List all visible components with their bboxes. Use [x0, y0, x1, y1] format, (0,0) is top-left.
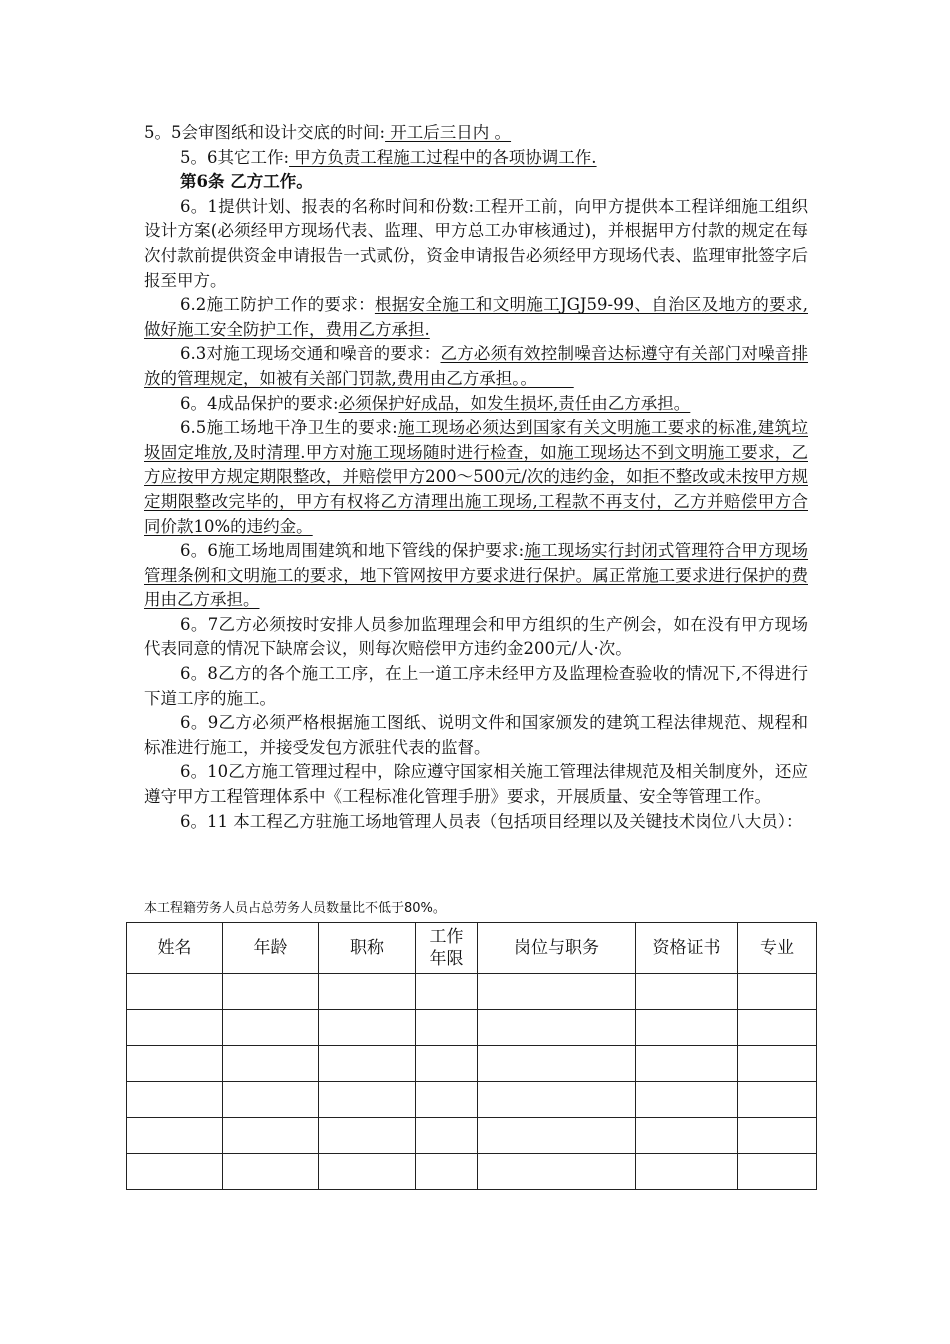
- cell-certificate: [636, 974, 738, 1010]
- labor-ratio-note: 本工程籍劳务人员占总劳务人员数量比不低于80%。: [144, 901, 446, 916]
- cell-age: [223, 1082, 319, 1118]
- cell-name: [127, 1046, 223, 1082]
- clause-6-4-value: 必须保护好成品，如发生损坏,责任由乙方承担。: [338, 393, 691, 413]
- cell-work-years: [416, 1010, 478, 1046]
- cell-certificate: [636, 1046, 738, 1082]
- cell-name: [127, 974, 223, 1010]
- management-staff-table: [126, 922, 817, 1190]
- table-row: [127, 974, 817, 1010]
- clause-5-6-value: 甲方负责工程施工过程中的各项协调工作.: [289, 147, 597, 167]
- cell-name: [127, 1082, 223, 1118]
- contract-body: [144, 121, 808, 834]
- cell-work-years: [416, 1154, 478, 1190]
- clause-6-5: [144, 416, 808, 539]
- clause-6-2: [144, 293, 808, 342]
- cell-work-years: [416, 1046, 478, 1082]
- table-header-row: [127, 923, 817, 974]
- clause-6-2-label: 6.2施工防护工作的要求：: [180, 295, 375, 315]
- cell-title: [319, 1046, 416, 1082]
- clause-6-4: [144, 392, 808, 417]
- cell-work-years: [416, 1118, 478, 1154]
- header-work-years-line1: 工作: [429, 927, 464, 947]
- clause-6-3-label: 6.3对施工现场交通和噪音的要求：: [180, 344, 441, 364]
- header-position: 岗位与职务: [478, 923, 636, 974]
- cell-major: [738, 1046, 817, 1082]
- cell-age: [223, 1046, 319, 1082]
- clause-6-4-label: 6。4成品保护的要求:: [180, 393, 339, 413]
- cell-certificate: [636, 1154, 738, 1190]
- clause-6-1: 6。1提供计划、报表的名称时间和份数:工程开工前，向甲方提供本工程详细施工组织设计方案(必须经甲方现场代表、监理、甲方总工办审核通过)，并根据甲方付款的规定在每次付款前提供资金申请报告一式贰份，资金申请报告必须经甲方现场代表、监理审批签字后报至甲方。: [144, 196, 808, 290]
- cell-major: [738, 1010, 817, 1046]
- cell-title: [319, 974, 416, 1010]
- table-row: [127, 1046, 817, 1082]
- cell-age: [223, 1154, 319, 1190]
- cell-name: [127, 1118, 223, 1154]
- cell-major: [738, 1154, 817, 1190]
- clause-6-3: [144, 342, 808, 391]
- cell-title: [319, 1010, 416, 1046]
- cell-major: [738, 974, 817, 1010]
- cell-age: [223, 1118, 319, 1154]
- cell-position: [478, 1118, 636, 1154]
- header-major: 专业: [738, 923, 817, 974]
- cell-position: [478, 1082, 636, 1118]
- clause-6-8: 6。8乙方的各个施工工序，在上一道工序未经甲方及监理检查验收的情况下,不得进行下道工序的施工。: [144, 664, 808, 708]
- cell-age: [223, 1010, 319, 1046]
- cell-certificate: [636, 1010, 738, 1046]
- cell-name: [127, 1010, 223, 1046]
- clause-5-6: [144, 146, 808, 171]
- clause-6-7: 6。7乙方必须按时安排人员参加监理理会和甲方组织的生产例会，如在没有甲方现场代表同意的情况下缺席会议，则每次赔偿甲方违约金200元/人·次。: [144, 614, 808, 659]
- clause-6-5-value: 施工现场必须达到国家有关文明施工要求的标准,建筑垃圾固定堆放,及时清理.甲方对施工现场随时进行检查，如施工现场达不到文明施工要求，乙方应按甲方规定期限整改，并赔偿甲方200～500元/次的违约金，如拒不整改或未按甲方规定期限整改完毕的，甲方有权将乙方清理出施工现场,工程款不再支付，乙方并赔偿甲方合同价款10%的违约金。: [144, 418, 808, 536]
- header-title: 职称: [319, 923, 416, 974]
- table-row: [127, 1118, 817, 1154]
- clause-6-9: 6。9乙方必须严格根据施工图纸、说明文件和国家颁发的建筑工程法律规范、规程和标准进行施工，并接受发包方派驻代表的监督。: [144, 713, 808, 757]
- cell-work-years: [416, 974, 478, 1010]
- clause-6-6-label: 6。6施工场地周围建筑和地下管线的保护要求:: [180, 541, 525, 561]
- table-row: [127, 1154, 817, 1190]
- clause-6-6-value: 施工现场实行封闭式管理符合甲方现场管理条例和文明施工的要求，地下管网按甲方要求进行保护。属正常施工要求进行保护的费用由乙方承担。: [144, 541, 808, 610]
- cell-certificate: [636, 1082, 738, 1118]
- cell-position: [478, 1010, 636, 1046]
- table-row: [127, 1082, 817, 1118]
- cell-title: [319, 1118, 416, 1154]
- header-work-years: [416, 923, 478, 974]
- clause-6-5-label: 6.5施工场地干净卫生的要求:: [180, 418, 398, 438]
- clause-6-2-value: 根据安全施工和文明施工JGJ59-99、自治区及地方的要求,做好施工安全防护工作，费用乙方承担.: [144, 295, 808, 339]
- article-6-heading: 第6条 乙方工作。: [180, 172, 313, 192]
- table-row: [127, 1010, 817, 1046]
- header-name: 姓名: [127, 923, 223, 974]
- cell-age: [223, 974, 319, 1010]
- clause-5-5-value: 开工后三日内 。: [385, 123, 512, 142]
- cell-title: [319, 1082, 416, 1118]
- clause-6-6: [144, 539, 808, 613]
- cell-position: [478, 1154, 636, 1190]
- cell-title: [319, 1154, 416, 1190]
- cell-name: [127, 1154, 223, 1190]
- cell-major: [738, 1082, 817, 1118]
- clause-5-5-label: 5。5会审图纸和设计交底的时间:: [144, 123, 386, 142]
- cell-work-years: [416, 1082, 478, 1118]
- header-age: 年龄: [223, 923, 319, 974]
- table-body: [127, 974, 817, 1190]
- clause-6-3-value: 乙方必须有效控制噪音达标遵守有关部门对噪音排放的管理规定，如被有关部门罚款,费用由乙方承担。。: [144, 344, 809, 388]
- cell-position: [478, 974, 636, 1010]
- header-certificate: 资格证书: [636, 923, 738, 974]
- clause-5-6-label: 5。6其它工作:: [180, 147, 290, 167]
- clause-6-10: 6。10乙方施工管理过程中，除应遵守国家相关施工管理法律规范及相关制度外，还应遵守甲方工程管理体系中《工程标准化管理手册》要求，开展质量、安全等管理工作。: [144, 762, 808, 807]
- cell-certificate: [636, 1118, 738, 1154]
- cell-position: [478, 1046, 636, 1082]
- clause-5-5: [144, 121, 808, 146]
- header-work-years-line2: 年限: [429, 949, 464, 969]
- clause-6-11: 6。11 本工程乙方驻施工场地管理人员表（包括项目经理以及关键技术岗位八大员）：: [180, 811, 803, 831]
- cell-major: [738, 1118, 817, 1154]
